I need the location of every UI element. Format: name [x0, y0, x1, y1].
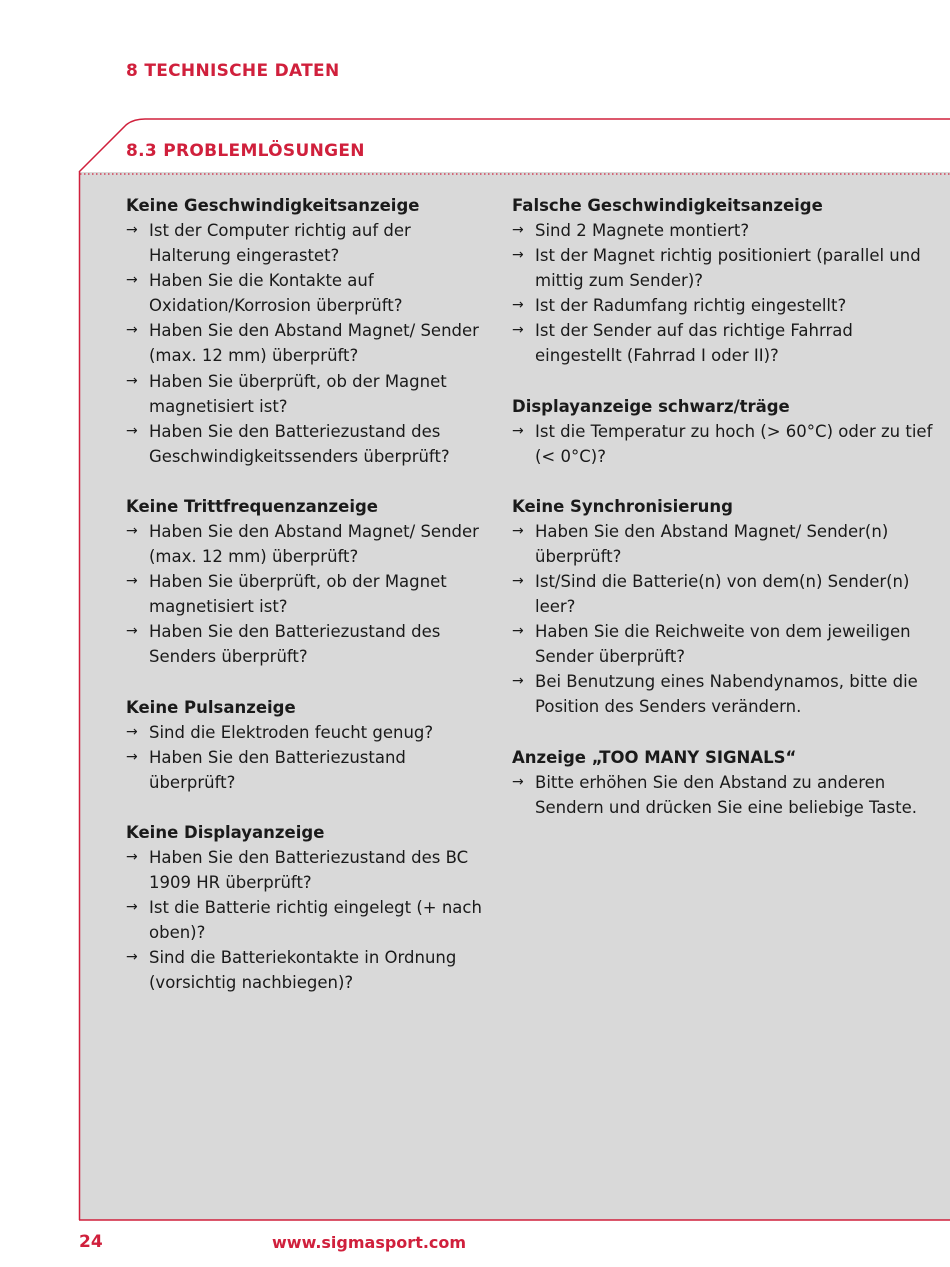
check-item-text: Haben Sie den Abstand Magnet/ Sender (max. 12 mm) überprüft?: [149, 321, 479, 366]
check-item: [126, 268, 496, 318]
troubleshooting-block: [512, 394, 942, 469]
check-item: [512, 293, 942, 318]
block-title: Anzeige „TOO MANY SIGNALS“: [512, 747, 797, 767]
arrow-right-icon: →: [512, 773, 524, 790]
troubleshooting-block: [512, 745, 942, 820]
arrow-right-icon: →: [512, 247, 524, 264]
page-number: 24: [79, 1232, 103, 1252]
check-item: [512, 669, 942, 719]
troubleshooting-block: [126, 193, 496, 469]
check-item-text: Haben Sie den Batteriezustand des Geschwindigkeitssenders überprüft?: [149, 421, 450, 466]
arrow-right-icon: →: [126, 898, 138, 915]
check-item-text: Haben Sie den Abstand Magnet/ Sender(n) überprüft?: [535, 521, 889, 566]
check-item-text: Haben Sie überprüft, ob der Magnet magnetisiert ist?: [149, 371, 447, 416]
check-item: [126, 619, 496, 669]
check-item: [126, 845, 496, 895]
arrow-right-icon: →: [512, 623, 524, 640]
check-item: [512, 519, 942, 569]
troubleshooting-block: [126, 820, 496, 996]
arrow-right-icon: →: [512, 322, 524, 339]
check-item: [126, 419, 496, 469]
check-item-text: Ist die Temperatur zu hoch (> 60°C) oder zu tief (< 0°C)?: [535, 421, 933, 466]
arrow-right-icon: →: [126, 322, 138, 339]
check-item-text: Bitte erhöhen Sie den Abstand zu anderen Sendern und drücken Sie eine beliebige Taste.: [535, 772, 917, 817]
arrow-right-icon: →: [126, 573, 138, 590]
check-item: [512, 770, 942, 820]
check-item-text: Sind die Batteriekontakte in Ordnung (vorsichtig nachbiegen)?: [149, 948, 457, 993]
troubleshooting-block: [512, 494, 942, 720]
check-item-text: Haben Sie den Batteriezustand des BC 1909 HR überprüft?: [149, 847, 469, 892]
check-item: [126, 218, 496, 268]
check-item-text: Haben Sie die Reichweite von dem jeweiligen Sender überprüft?: [535, 622, 911, 667]
check-item: [126, 895, 496, 945]
arrow-right-icon: →: [512, 422, 524, 439]
arrow-right-icon: →: [126, 623, 138, 640]
block-title: Keine Pulsanzeige: [126, 697, 296, 717]
arrow-right-icon: →: [512, 297, 524, 314]
troubleshooting-block: [126, 494, 496, 670]
check-item-text: Bei Benutzung eines Nabendynamos, bitte die Position des Senders verändern.: [535, 672, 918, 717]
check-item: [126, 945, 496, 995]
troubleshooting-block: [126, 695, 496, 795]
section-title: 8.3 PROBLEMLÖSUNGEN: [126, 141, 365, 161]
arrow-right-icon: →: [512, 222, 524, 238]
check-item: [126, 519, 496, 569]
block-title: Keine Synchronisierung: [512, 496, 733, 516]
troubleshooting-block: [512, 193, 942, 369]
arrow-right-icon: →: [126, 372, 138, 389]
check-item-text: Ist der Radumfang richtig eingestellt?: [535, 296, 847, 316]
check-item-text: Ist der Sender auf das richtige Fahrrad eingestellt (Fahrrad I oder II)?: [535, 321, 853, 366]
chapter-title: 8 TECHNISCHE DATEN: [126, 61, 340, 81]
check-item: [512, 569, 942, 619]
arrow-right-icon: →: [126, 272, 138, 289]
check-item: [512, 619, 942, 669]
arrow-right-icon: →: [512, 673, 524, 690]
block-title: Keine Geschwindigkeitsanzeige: [126, 196, 420, 215]
arrow-right-icon: →: [126, 848, 138, 865]
check-item-text: Sind die Elektroden feucht genug?: [149, 722, 434, 742]
check-item: [512, 218, 942, 243]
arrow-right-icon: →: [126, 422, 138, 439]
check-item: [126, 745, 496, 795]
check-item: [512, 243, 942, 293]
block-title: Keine Trittfrequenzanzeige: [126, 496, 378, 516]
check-item: [126, 720, 496, 745]
check-item-text: Haben Sie den Batteriezustand des Senders überprüft?: [149, 622, 441, 667]
check-item: [512, 419, 942, 469]
check-item: [126, 318, 496, 368]
arrow-right-icon: →: [126, 748, 138, 765]
check-item-text: Haben Sie den Abstand Magnet/ Sender (max. 12 mm) überprüft?: [149, 521, 479, 567]
footer-url: www.sigmasport.com: [272, 1233, 467, 1252]
check-item: [126, 569, 496, 619]
check-item-text: Haben Sie überprüft, ob der Magnet magnetisiert ist?: [149, 572, 447, 617]
block-title: Keine Displayanzeige: [126, 822, 325, 842]
arrow-right-icon: →: [512, 572, 524, 589]
check-item-text: Sind 2 Magnete montiert?: [535, 221, 750, 240]
right-column: [512, 193, 942, 845]
check-item-text: Ist die Batterie richtig eingelegt (+ nach oben)?: [149, 897, 482, 943]
arrow-right-icon: →: [126, 522, 138, 539]
block-title: Displayanzeige schwarz/träge: [512, 396, 790, 416]
arrow-right-icon: →: [126, 723, 138, 740]
arrow-right-icon: →: [512, 522, 524, 539]
check-item-text: Haben Sie den Batteriezustand überprüft?: [149, 747, 406, 792]
arrow-right-icon: →: [126, 222, 138, 238]
check-item-text: Ist/Sind die Batterie(n) von dem(n) Sender(n) leer?: [535, 571, 910, 617]
check-item: [512, 318, 942, 368]
arrow-right-icon: →: [126, 949, 138, 966]
check-item-text: Ist der Magnet richtig positioniert (parallel und mittig zum Sender)?: [535, 246, 921, 291]
block-title: Falsche Geschwindigkeitsanzeige: [512, 196, 823, 215]
left-column: [126, 193, 496, 1020]
check-item-text: Ist der Computer richtig auf der Halterung eingerastet?: [149, 221, 411, 266]
check-item-text: Haben Sie die Kontakte auf Oxidation/Korrosion überprüft?: [149, 271, 403, 316]
check-item: [126, 369, 496, 419]
